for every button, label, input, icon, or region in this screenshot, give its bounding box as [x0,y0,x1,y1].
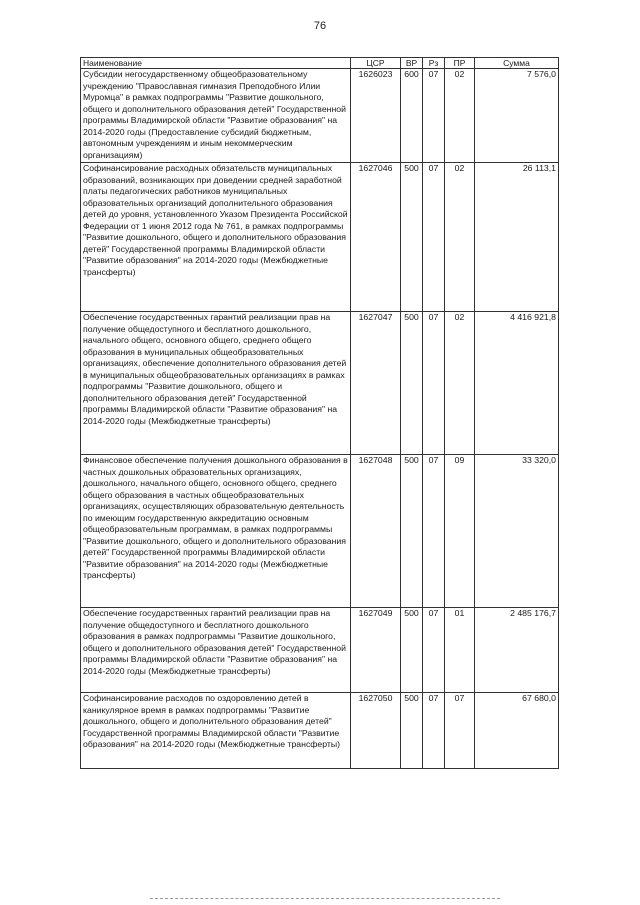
row-csr: 1626023 [351,69,401,163]
header-csr: ЦСР [351,58,401,69]
row-name: Финансовое обеспечение получения дошкольного образования в частных дошкольных образовательных организациях, дошкольного, начального общего, основного общего, среднего общего образования в частных общеобразовательных организациях, осуществляющих образовательную деятельность по имеющим государственную аккредитацию основным общеобразовательным программам, в рамках подпрограммы "Развитие дошкольного, общего и дополнительного образования детей" Государственной программы Владимирской области "Развитие образования" на 2014-2020 годы (Межбюджетные трансферты) [81,455,351,608]
row-sum: 33 320,0 [475,455,559,608]
row-vr: 500 [401,455,423,608]
header-vr: ВР [401,58,423,69]
table-row [81,608,559,693]
row-sum: 67 680,0 [475,693,559,769]
row-pr: 02 [445,69,475,163]
row-rz: 07 [423,455,445,608]
row-vr: 500 [401,693,423,769]
row-sum: 4 416 921,8 [475,312,559,455]
row-rz: 07 [423,69,445,163]
row-csr: 1627046 [351,163,401,312]
header-sum: Сумма [475,58,559,69]
row-name: Софинансирование расходов по оздоровлению детей в каникулярное время в рамках подпрограммы "Развитие дошкольного, общего и дополнительного образования детей" Государственной программы Владимирской области "Развитие образования" на 2014-2020 годы (Межбюджетные трансферты) [81,693,351,769]
row-csr: 1627047 [351,312,401,455]
row-rz: 07 [423,693,445,769]
row-rz: 07 [423,163,445,312]
row-rz: 07 [423,608,445,693]
row-vr: 600 [401,69,423,163]
page-number: 76 [313,20,327,32]
row-csr: 1627048 [351,455,401,608]
table-row [81,163,559,312]
row-pr: 07 [445,693,475,769]
row-name: Обеспечение государственных гарантий реализации прав на получение общедоступного и бесплатного дошкольного образования в рамках подпрограммы "Развитие дошкольного, общего и дополнительного образования детей" Государственной программы Владимирской области "Развитие образования" на 2014-2020 годы (Межбюджетные трансферты) [81,608,351,693]
table-header-row [81,58,559,69]
row-name: Субсидии негосударственному общеобразовательному учреждению "Православная гимназия Преподобного Илии Муромца" в рамках подпрограммы "Развитие дошкольного, общего и дополнительного образования детей" Государственной программы Владимирской области "Развитие образования" на 2014-2020 годы (Предоставление субсидий бюджетным, автономным учреждениям и иным некоммерческим организациям) [81,69,351,163]
header-rz: Рз [423,58,445,69]
row-vr: 500 [401,163,423,312]
table-row [81,455,559,608]
row-name: Обеспечение государственных гарантий реализации прав на получение общедоступного и бесплатного дошкольного, начального общего, основного общего, среднего общего образования в муниципальных общеобразовательных организациях, обеспечение дополнительного образования детей в муниципальных общеобразовательных организациях в рамках подпрограммы "Развитие дошкольного, общего и дополнительного образования детей" Государственной программы Владимирской области "Развитие образования" на 2014-2020 годы (Межбюджетные трансферты) [81,312,351,455]
row-vr: 500 [401,312,423,455]
footer-scan-marks [150,898,500,901]
header-name: Наименование [81,58,351,69]
table-row [81,693,559,769]
row-pr: 02 [445,312,475,455]
row-pr: 01 [445,608,475,693]
row-sum: 26 113,1 [475,163,559,312]
row-pr: 09 [445,455,475,608]
row-rz: 07 [423,312,445,455]
row-csr: 1627049 [351,608,401,693]
row-sum: 7 576,0 [475,69,559,163]
table-row [81,69,559,163]
row-name: Софинансирование расходных обязательств муниципальных образований, возникающих при доведении средней заработной платы педагогических работников муниципальных образовательных организаций дополнительного образования детей до уровня, установленного Указом Президента Российской Федерации от 1 июня 2012 года № 761, в рамках подпрограммы "Развитие дошкольного, общего и дополнительного образования детей" Государственной программы Владимирской области "Развитие образования" на 2014-2020 годы (Межбюджетные трансферты) [81,163,351,312]
header-pr: ПР [445,58,475,69]
budget-table [80,57,559,769]
row-csr: 1627050 [351,693,401,769]
table-row [81,312,559,455]
row-sum: 2 485 176,7 [475,608,559,693]
row-vr: 500 [401,608,423,693]
row-pr: 02 [445,163,475,312]
